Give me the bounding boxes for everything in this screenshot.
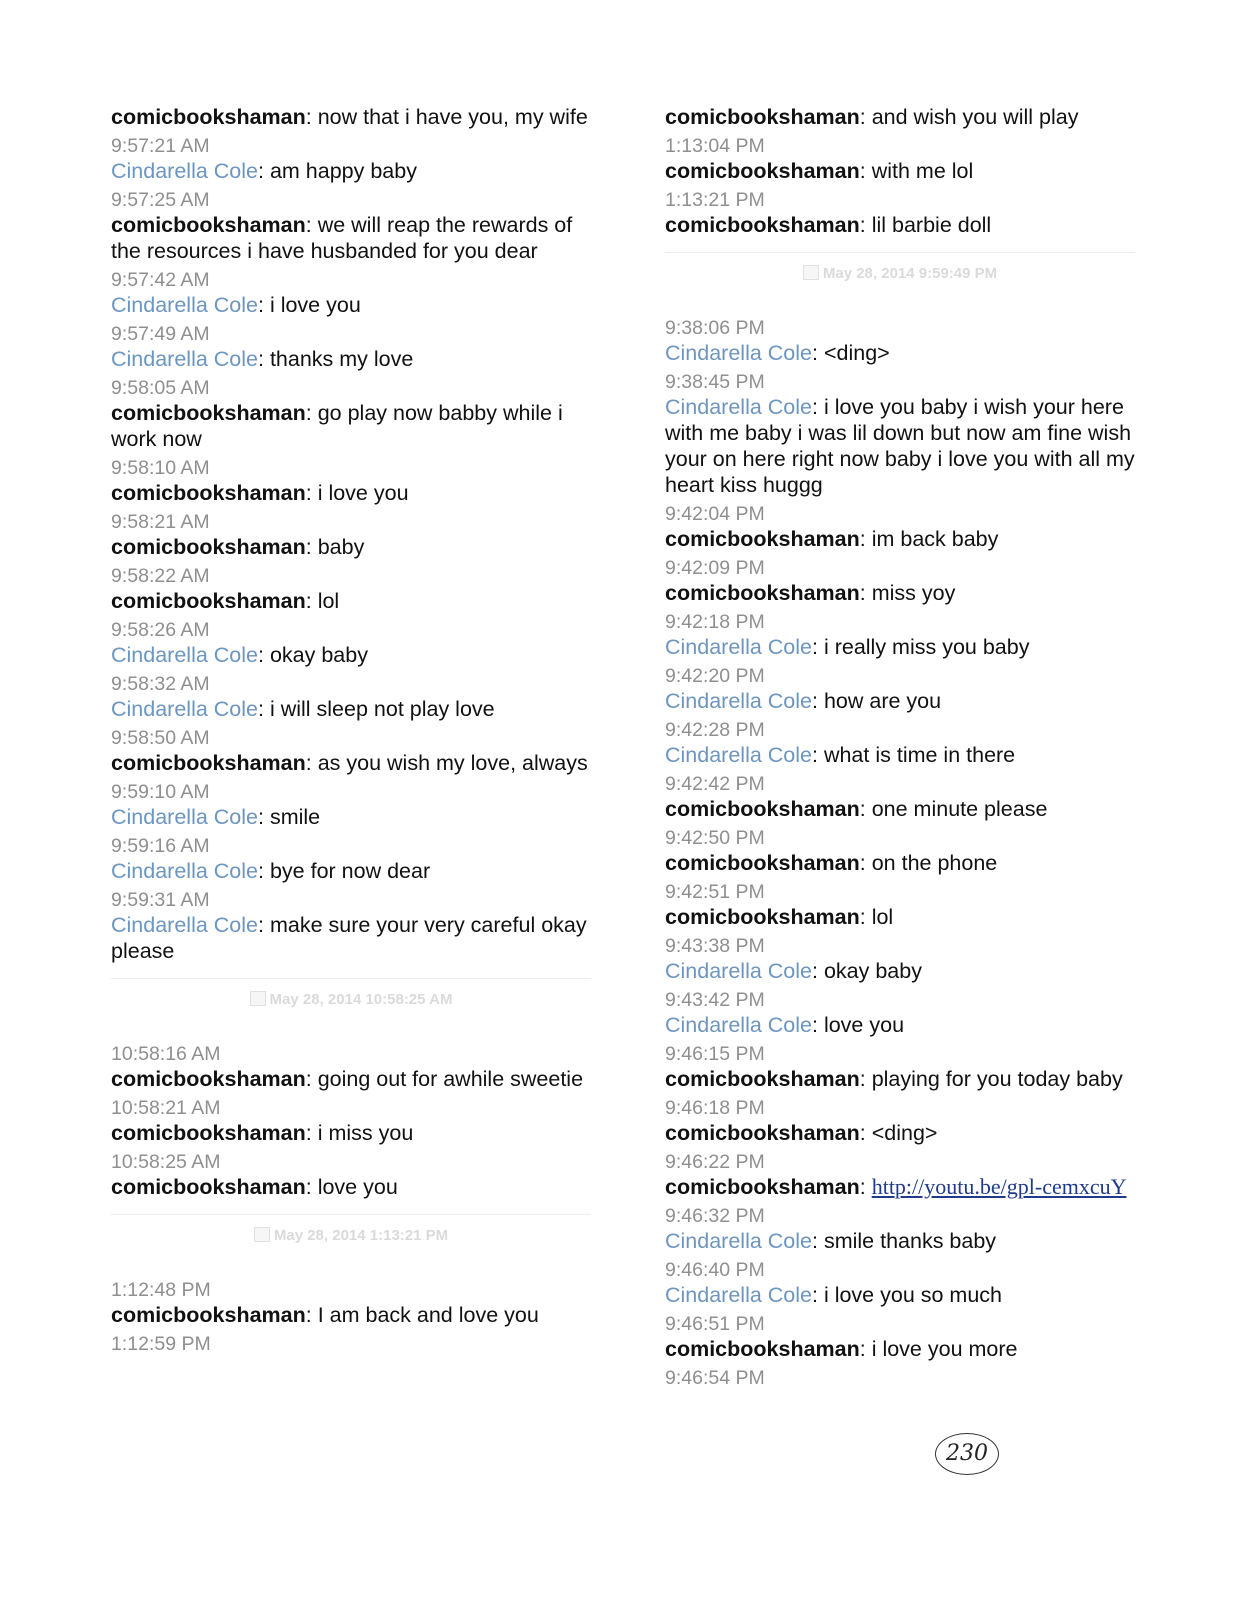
chat-message bbox=[665, 580, 1135, 606]
message-sender: Cindarella Cole bbox=[665, 959, 812, 983]
message-text: bye for now dear bbox=[269, 859, 431, 883]
chat-message bbox=[665, 158, 1135, 184]
chat-message bbox=[111, 158, 591, 184]
separator-rule bbox=[111, 1214, 591, 1215]
sender-separator: : bbox=[859, 159, 872, 183]
message-sender: comicbookshaman bbox=[111, 1175, 306, 1199]
message-sender: comicbookshaman bbox=[665, 1121, 860, 1145]
chat-message bbox=[665, 742, 1135, 768]
message-timestamp: 9:57:49 AM bbox=[111, 323, 210, 345]
message-text: and wish you will play bbox=[871, 105, 1079, 129]
chat-message bbox=[665, 104, 1135, 130]
message-timestamp: 9:42:20 PM bbox=[665, 665, 765, 687]
chat-message bbox=[665, 212, 1135, 238]
sender-separator: : bbox=[305, 1175, 318, 1199]
message-text: okay baby bbox=[269, 643, 368, 667]
message-text: as you wish my love, always bbox=[317, 751, 588, 775]
message-sender: Cindarella Cole bbox=[111, 805, 258, 829]
chat-message bbox=[111, 588, 591, 614]
message-text: on the phone bbox=[871, 851, 998, 875]
chat-message bbox=[665, 1336, 1135, 1362]
sender-separator: : bbox=[859, 851, 872, 875]
chat-message bbox=[665, 526, 1135, 552]
message-sender: Cindarella Cole bbox=[111, 859, 258, 883]
sender-separator: : bbox=[258, 293, 270, 317]
message-text: smile bbox=[269, 805, 321, 829]
sender-separator: : bbox=[305, 1303, 318, 1327]
message-timestamp: 9:46:51 PM bbox=[665, 1313, 765, 1335]
message-sender: comicbookshaman bbox=[665, 1337, 860, 1361]
message-text: love you bbox=[317, 1175, 398, 1199]
message-text: i love you bbox=[317, 481, 409, 505]
message-sender: comicbookshaman bbox=[111, 213, 306, 237]
message-text: <ding> bbox=[823, 341, 890, 365]
sender-separator: : bbox=[258, 805, 270, 829]
sender-separator: : bbox=[812, 743, 824, 767]
message-sender: comicbookshaman bbox=[665, 213, 860, 237]
message-sender: comicbookshaman bbox=[665, 905, 860, 929]
message-sender: comicbookshaman bbox=[111, 401, 306, 425]
message-timestamp: 9:46:40 PM bbox=[665, 1259, 765, 1281]
sender-separator: : bbox=[859, 1337, 872, 1361]
message-timestamp: 9:58:22 AM bbox=[111, 565, 210, 587]
message-sender: comicbookshaman bbox=[665, 851, 860, 875]
sender-separator: : bbox=[305, 535, 318, 559]
message-timestamp: 9:57:42 AM bbox=[111, 269, 210, 291]
message-timestamp: 9:46:18 PM bbox=[665, 1097, 765, 1119]
chat-message bbox=[665, 1120, 1135, 1146]
sender-separator: : bbox=[859, 905, 872, 929]
message-timestamp: 9:58:05 AM bbox=[111, 377, 210, 399]
message-text: i really miss you baby bbox=[823, 635, 1030, 659]
message-timestamp: 10:58:21 AM bbox=[111, 1097, 221, 1119]
message-text: what is time in there bbox=[823, 743, 1016, 767]
message-text: okay baby bbox=[823, 959, 922, 983]
message-link[interactable]: http://youtu.be/gpl-cemxcuY bbox=[871, 1174, 1127, 1199]
chat-message bbox=[665, 1282, 1135, 1308]
message-timestamp: 1:13:21 PM bbox=[665, 189, 765, 211]
sender-separator: : bbox=[258, 697, 270, 721]
message-sender: Cindarella Cole bbox=[111, 913, 258, 937]
chat-message bbox=[111, 696, 591, 722]
sender-separator: : bbox=[258, 159, 270, 183]
chat-message bbox=[665, 1174, 1135, 1200]
chat-message bbox=[111, 750, 591, 776]
calendar-icon bbox=[803, 265, 819, 280]
message-sender: Cindarella Cole bbox=[665, 743, 812, 767]
message-sender: Cindarella Cole bbox=[665, 1283, 812, 1307]
sender-separator: : bbox=[305, 213, 318, 237]
sender-separator: : bbox=[305, 401, 318, 425]
message-text: with me lol bbox=[871, 159, 974, 183]
message-sender: comicbookshaman bbox=[111, 1121, 306, 1145]
sender-separator: : bbox=[859, 527, 872, 551]
message-sender: comicbookshaman bbox=[111, 481, 306, 505]
chat-message bbox=[111, 1302, 591, 1328]
sender-separator: : bbox=[258, 859, 270, 883]
separator-label bbox=[111, 991, 591, 1008]
chat-message bbox=[665, 688, 1135, 714]
chat-message bbox=[111, 804, 591, 830]
chat-message bbox=[111, 858, 591, 884]
page-number: 230 bbox=[935, 1433, 999, 1475]
message-timestamp: 9:58:10 AM bbox=[111, 457, 210, 479]
separator-rule bbox=[111, 978, 591, 979]
message-sender: comicbookshaman bbox=[665, 159, 860, 183]
message-text: we will reap the rewards of the resources i have husbanded for you dear bbox=[111, 213, 573, 263]
message-sender: comicbookshaman bbox=[665, 105, 860, 129]
sender-separator: : bbox=[305, 1121, 318, 1145]
chat-column-right bbox=[665, 104, 1135, 1390]
message-text: make sure your very careful okay please bbox=[111, 913, 587, 963]
sender-separator: : bbox=[305, 751, 318, 775]
sender-separator: : bbox=[812, 689, 824, 713]
message-text: i love you more bbox=[871, 1337, 1018, 1361]
chat-message bbox=[111, 1120, 591, 1146]
session-separator bbox=[665, 252, 1135, 302]
message-text: one minute please bbox=[871, 797, 1048, 821]
message-timestamp: 9:58:32 AM bbox=[111, 673, 210, 695]
message-sender: comicbookshaman bbox=[111, 751, 306, 775]
message-timestamp: 9:42:04 PM bbox=[665, 503, 765, 525]
sender-separator: : bbox=[859, 581, 872, 605]
message-text: going out for awhile sweetie bbox=[317, 1067, 584, 1091]
message-sender: comicbookshaman bbox=[111, 105, 306, 129]
separator-date: May 28, 2014 9:59:49 PM bbox=[822, 265, 998, 282]
chat-message bbox=[111, 480, 591, 506]
sender-separator: : bbox=[305, 1067, 318, 1091]
sender-separator: : bbox=[812, 1283, 824, 1307]
message-timestamp: 9:59:10 AM bbox=[111, 781, 210, 803]
message-text: now that i have you, my wife bbox=[317, 105, 588, 129]
calendar-icon bbox=[254, 1227, 270, 1242]
chat-message bbox=[111, 346, 591, 372]
message-timestamp: 9:46:22 PM bbox=[665, 1151, 765, 1173]
message-text: i love you baby i wish your here with me baby i was lil down but now am fine wish your on here right now baby i love you with all my heart kiss huggg bbox=[665, 395, 1135, 497]
message-text: i miss you bbox=[317, 1121, 414, 1145]
message-sender: Cindarella Cole bbox=[111, 293, 258, 317]
message-timestamp: 9:59:16 AM bbox=[111, 835, 210, 857]
message-sender: comicbookshaman bbox=[665, 1175, 860, 1199]
message-timestamp: 1:13:04 PM bbox=[665, 135, 765, 157]
sender-separator: : bbox=[859, 1175, 872, 1199]
message-timestamp: 9:57:21 AM bbox=[111, 135, 210, 157]
chat-message bbox=[665, 796, 1135, 822]
session-separator bbox=[111, 1214, 591, 1264]
separator-label bbox=[665, 265, 1135, 282]
message-text: i love you so much bbox=[823, 1283, 1003, 1307]
separator-rule bbox=[665, 252, 1135, 253]
message-text: playing for you today baby bbox=[871, 1067, 1123, 1091]
chat-message bbox=[665, 1066, 1135, 1092]
message-sender: Cindarella Cole bbox=[111, 697, 258, 721]
chat-message bbox=[111, 534, 591, 560]
sender-separator: : bbox=[258, 643, 270, 667]
message-text: go play now babby while i work now bbox=[111, 401, 563, 451]
message-timestamp: 9:43:38 PM bbox=[665, 935, 765, 957]
message-timestamp: 10:58:25 AM bbox=[111, 1151, 221, 1173]
message-timestamp: 9:42:50 PM bbox=[665, 827, 765, 849]
message-text: lil barbie doll bbox=[871, 213, 992, 237]
sender-separator: : bbox=[258, 347, 270, 371]
sender-separator: : bbox=[859, 105, 872, 129]
message-timestamp: 9:58:50 AM bbox=[111, 727, 210, 749]
message-timestamp: 9:57:25 AM bbox=[111, 189, 210, 211]
message-sender: Cindarella Cole bbox=[665, 689, 812, 713]
message-timestamp: 9:42:51 PM bbox=[665, 881, 765, 903]
message-sender: Cindarella Cole bbox=[111, 347, 258, 371]
message-text: lol bbox=[317, 589, 340, 613]
message-sender: Cindarella Cole bbox=[665, 635, 812, 659]
message-text: smile thanks baby bbox=[823, 1229, 997, 1253]
message-timestamp: 9:58:21 AM bbox=[111, 511, 210, 533]
chat-message bbox=[665, 850, 1135, 876]
message-text: im back baby bbox=[871, 527, 999, 551]
message-text: lol bbox=[871, 905, 894, 929]
message-sender: Cindarella Cole bbox=[665, 1013, 812, 1037]
separator-date: May 28, 2014 1:13:21 PM bbox=[273, 1227, 449, 1244]
sender-separator: : bbox=[305, 589, 318, 613]
chat-message bbox=[111, 642, 591, 668]
message-timestamp: 9:46:54 PM bbox=[665, 1367, 765, 1389]
session-separator bbox=[111, 978, 591, 1028]
chat-message bbox=[111, 1174, 591, 1200]
chat-message bbox=[665, 394, 1135, 498]
message-timestamp: 9:42:28 PM bbox=[665, 719, 765, 741]
message-text: am happy baby bbox=[269, 159, 417, 183]
message-sender: comicbookshaman bbox=[111, 535, 306, 559]
message-timestamp: 9:42:09 PM bbox=[665, 557, 765, 579]
message-text: i will sleep not play love bbox=[269, 697, 495, 721]
message-sender: comicbookshaman bbox=[665, 797, 860, 821]
separator-label bbox=[111, 1227, 591, 1244]
chat-message bbox=[665, 904, 1135, 930]
message-sender: Cindarella Cole bbox=[665, 395, 812, 419]
sender-separator: : bbox=[812, 1229, 824, 1253]
message-sender: comicbookshaman bbox=[111, 1303, 306, 1327]
message-timestamp: 9:43:42 PM bbox=[665, 989, 765, 1011]
message-text: miss yoy bbox=[871, 581, 956, 605]
sender-separator: : bbox=[812, 635, 824, 659]
sender-separator: : bbox=[812, 1013, 824, 1037]
message-timestamp: 10:58:16 AM bbox=[111, 1043, 221, 1065]
message-timestamp: 9:58:26 AM bbox=[111, 619, 210, 641]
message-timestamp: 9:42:42 PM bbox=[665, 773, 765, 795]
chat-message bbox=[111, 400, 591, 452]
message-timestamp: 1:12:59 PM bbox=[111, 1333, 211, 1355]
message-text: baby bbox=[317, 535, 365, 559]
chat-message bbox=[665, 634, 1135, 660]
sender-separator: : bbox=[305, 105, 318, 129]
message-sender: comicbookshaman bbox=[111, 589, 306, 613]
message-timestamp: 9:38:06 PM bbox=[665, 317, 765, 339]
message-timestamp: 9:46:15 PM bbox=[665, 1043, 765, 1065]
message-text: love you bbox=[823, 1013, 905, 1037]
message-sender: Cindarella Cole bbox=[665, 341, 812, 365]
sender-separator: : bbox=[812, 395, 824, 419]
message-text: I am back and love you bbox=[317, 1303, 539, 1327]
message-text: i love you bbox=[269, 293, 361, 317]
message-timestamp: 9:46:32 PM bbox=[665, 1205, 765, 1227]
separator-date: May 28, 2014 10:58:25 AM bbox=[269, 991, 453, 1008]
sender-separator: : bbox=[859, 213, 872, 237]
message-sender: Cindarella Cole bbox=[111, 159, 258, 183]
sender-separator: : bbox=[258, 913, 270, 937]
sender-separator: : bbox=[859, 797, 872, 821]
message-text: <ding> bbox=[871, 1121, 938, 1145]
chat-column-left bbox=[111, 104, 591, 1356]
sender-separator: : bbox=[305, 481, 318, 505]
sender-separator: : bbox=[812, 959, 824, 983]
message-text: thanks my love bbox=[269, 347, 414, 371]
chat-message bbox=[111, 912, 591, 964]
chat-message bbox=[665, 958, 1135, 984]
message-timestamp: 1:12:48 PM bbox=[111, 1279, 211, 1301]
message-sender: comicbookshaman bbox=[665, 1067, 860, 1091]
message-text: how are you bbox=[823, 689, 942, 713]
sender-separator: : bbox=[859, 1067, 872, 1091]
sender-separator: : bbox=[812, 341, 824, 365]
chat-message bbox=[665, 1012, 1135, 1038]
message-sender: Cindarella Cole bbox=[665, 1229, 812, 1253]
message-sender: comicbookshaman bbox=[665, 527, 860, 551]
chat-message bbox=[111, 1066, 591, 1092]
sender-separator: : bbox=[859, 1121, 872, 1145]
calendar-icon bbox=[250, 991, 266, 1006]
chat-message bbox=[665, 1228, 1135, 1254]
message-sender: Cindarella Cole bbox=[111, 643, 258, 667]
message-timestamp: 9:59:31 AM bbox=[111, 889, 210, 911]
chat-message bbox=[111, 212, 591, 264]
chat-message bbox=[665, 340, 1135, 366]
message-sender: comicbookshaman bbox=[111, 1067, 306, 1091]
message-sender: comicbookshaman bbox=[665, 581, 860, 605]
message-timestamp: 9:38:45 PM bbox=[665, 371, 765, 393]
chat-message bbox=[111, 292, 591, 318]
chat-message bbox=[111, 104, 591, 130]
message-timestamp: 9:42:18 PM bbox=[665, 611, 765, 633]
